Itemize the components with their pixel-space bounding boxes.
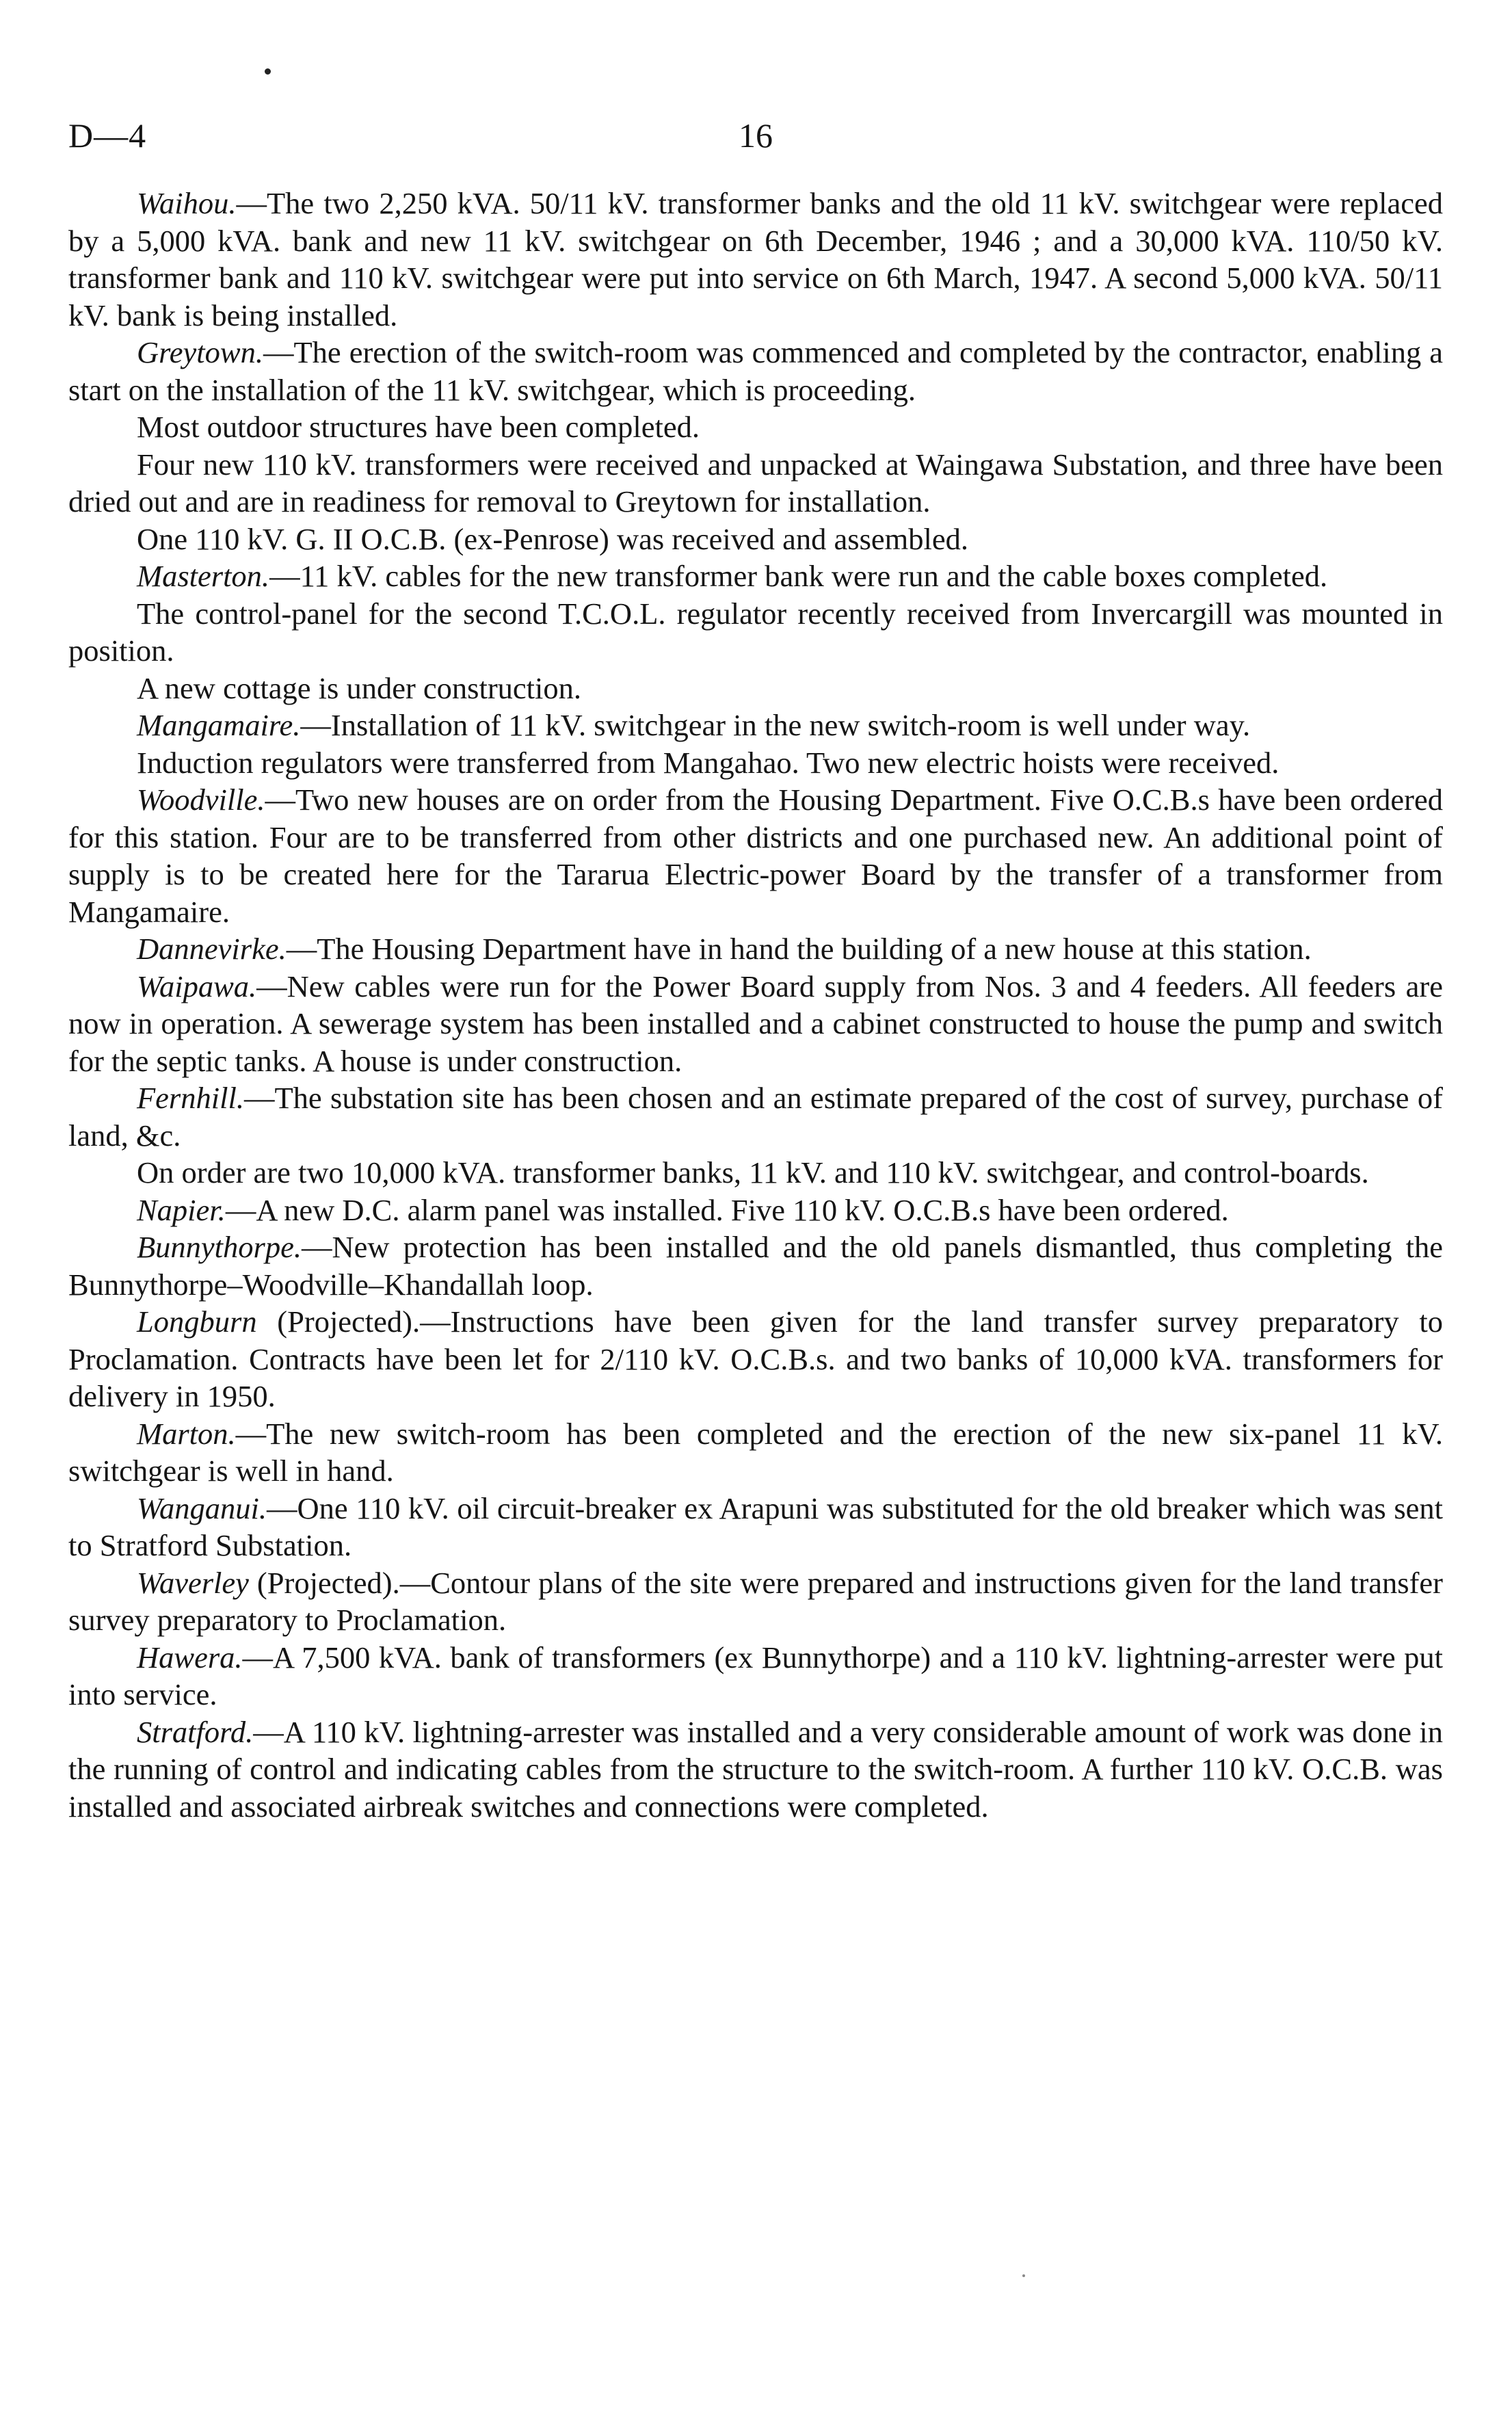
paragraph bbox=[68, 1303, 1443, 1415]
paragraph bbox=[68, 707, 1443, 744]
paragraph-text: On order are two 10,000 kVA. transformer banks, 11 kV. and 110 kV. switchgear, and control-boards. bbox=[137, 1155, 1369, 1190]
paragraph-text: —Two new houses are on order from the Housing Department. Five O.C.B.s have been ordered for this station. Four are to be transferred from other districts and one purchased new. An additional point of supply is to be created here for the Tararua Electric-power Board by the transfer of a transformer from Mangamaire. bbox=[68, 783, 1443, 929]
station-name: Hawera. bbox=[137, 1640, 243, 1674]
paragraph-text: The control-panel for the second T.C.O.L. regulator recently received from Invercargill was mounted in position. bbox=[68, 596, 1443, 668]
paragraph bbox=[68, 930, 1443, 968]
station-name: Longburn bbox=[137, 1304, 257, 1339]
document-code: D—4 bbox=[68, 116, 147, 155]
paragraph-text: —11 kV. cables for the new transformer bank were run and the cable boxes completed. bbox=[269, 559, 1328, 593]
paragraph bbox=[68, 408, 1443, 446]
paragraph-text: One 110 kV. G. II O.C.B. (ex-Penrose) was received and assembled. bbox=[137, 521, 969, 556]
paragraph-text: —New cables were run for the Power Board supply from Nos. 3 and 4 feeders. All feeders are now in operation. A sewerage system has been installed and a cabinet constructed to house the pump and switch for the septic tanks. A house is under construction. bbox=[68, 969, 1443, 1078]
page-header bbox=[68, 115, 1443, 170]
paragraph bbox=[68, 1490, 1443, 1564]
station-name: Marton. bbox=[137, 1416, 236, 1451]
paragraph bbox=[68, 1228, 1443, 1303]
paragraph-text: —New protection has been installed and the old panels dismantled, thus completing the Bunnythorpe–Woodville–Khandallah loop. bbox=[68, 1230, 1443, 1302]
paragraph bbox=[68, 1154, 1443, 1192]
paragraph-text: —A new D.C. alarm panel was installed. Five 110 kV. O.C.B.s have been ordered. bbox=[225, 1192, 1229, 1227]
paragraph-text: —A 7,500 kVA. bank of transformers (ex Bunnythorpe) and a 110 kV. lightning-arrester were put into service. bbox=[68, 1640, 1443, 1711]
station-name: Masterton. bbox=[137, 559, 270, 593]
station-name: Dannevirke. bbox=[137, 932, 287, 966]
scan-speck bbox=[265, 68, 271, 75]
paragraph-text: —A 110 kV. lightning-arrester was installed and a very considerable amount of work was done in the running of control and indicating cables from the structure to the switch-room. A further 110 kV. O.C.B. was installed and associated airbreak switches and connections were completed. bbox=[68, 1714, 1443, 1824]
paragraph bbox=[68, 1713, 1443, 1826]
paragraph bbox=[68, 744, 1443, 782]
station-name: Waverley bbox=[137, 1565, 249, 1600]
paragraph-text: —The erection of the switch-room was commenced and completed by the contractor, enabling a start on the installation of the 11 kV. switchgear, which is proceeding. bbox=[68, 335, 1443, 407]
station-name: Stratford. bbox=[137, 1714, 254, 1749]
paragraph bbox=[68, 670, 1443, 707]
station-name: Mangamaire. bbox=[137, 708, 301, 742]
paragraph bbox=[68, 1564, 1443, 1639]
paragraph bbox=[68, 334, 1443, 408]
paragraph bbox=[68, 781, 1443, 930]
paragraph-text: —The substation site has been chosen and an estimate prepared of the cost of survey, purchase of land, &c. bbox=[68, 1081, 1443, 1153]
paragraph bbox=[68, 1079, 1443, 1154]
paragraph-text: Four new 110 kV. transformers were received and unpacked at Waingawa Substation, and three have been dried out and are in readiness for removal to Greytown for installation. bbox=[68, 447, 1443, 518]
report-body bbox=[68, 185, 1443, 1825]
station-name: Bunnythorpe. bbox=[137, 1230, 302, 1264]
paragraph-text: Induction regulators were transferred from Mangahao. Two new electric hoists were received. bbox=[137, 745, 1279, 780]
paragraph bbox=[68, 968, 1443, 1080]
page-number: 16 bbox=[739, 116, 773, 155]
paragraph bbox=[68, 595, 1443, 670]
paragraph-text: —The Housing Department have in hand the building of a new house at this station. bbox=[286, 932, 1312, 966]
paragraph bbox=[68, 185, 1443, 334]
paragraph-text: A new cottage is under construction. bbox=[137, 670, 582, 705]
paragraph bbox=[68, 521, 1443, 558]
scan-speck bbox=[1022, 2274, 1025, 2277]
station-name: Wanganui. bbox=[137, 1490, 267, 1525]
paragraph bbox=[68, 1639, 1443, 1713]
paragraph bbox=[68, 557, 1443, 595]
paragraph-text: (Projected).—Instructions have been given for the land transfer survey preparatory to Proclamation. Contracts have been let for 2/110 kV. O.C.B.s. and two banks of 10,000 kVA. transformers for delivery in 1950. bbox=[68, 1304, 1443, 1413]
paragraph-text: —The new switch-room has been completed and the erection of the new six-panel 11 kV. switchgear is well in hand. bbox=[68, 1416, 1443, 1488]
station-name: Greytown. bbox=[137, 335, 263, 369]
station-name: Woodville. bbox=[137, 783, 265, 817]
paragraph-text: —One 110 kV. oil circuit-breaker ex Arapuni was substituted for the old breaker which was sent to Stratford Substation. bbox=[68, 1490, 1443, 1562]
station-name: Napier. bbox=[137, 1192, 226, 1227]
paragraph-text: —Installation of 11 kV. switchgear in the new switch-room is well under way. bbox=[300, 708, 1251, 742]
paragraph bbox=[68, 446, 1443, 521]
paragraph-text: Most outdoor structures have been completed. bbox=[137, 410, 700, 444]
station-name: Fernhill. bbox=[137, 1081, 244, 1115]
paragraph bbox=[68, 1192, 1443, 1229]
paragraph bbox=[68, 1415, 1443, 1490]
paragraph-text: —The two 2,250 kVA. 50/11 kV. transformer banks and the old 11 kV. switchgear were replaced by a 5,000 kVA. bank and new 11 kV. switchgear on 6th December, 1946 ; and a 30,000 kVA. 110/50 kV. transformer bank and 110 kV. switchgear were put into service on 6th March, 1947. A second 5,000 kVA. 50/11 kV. bank is being installed. bbox=[68, 186, 1443, 332]
station-name: Waipawa. bbox=[137, 969, 257, 1003]
station-name: Waihou. bbox=[137, 186, 237, 220]
paragraph-text: (Projected).—Contour plans of the site were prepared and instructions given for the land transfer survey preparatory to Proclamation. bbox=[68, 1565, 1443, 1637]
